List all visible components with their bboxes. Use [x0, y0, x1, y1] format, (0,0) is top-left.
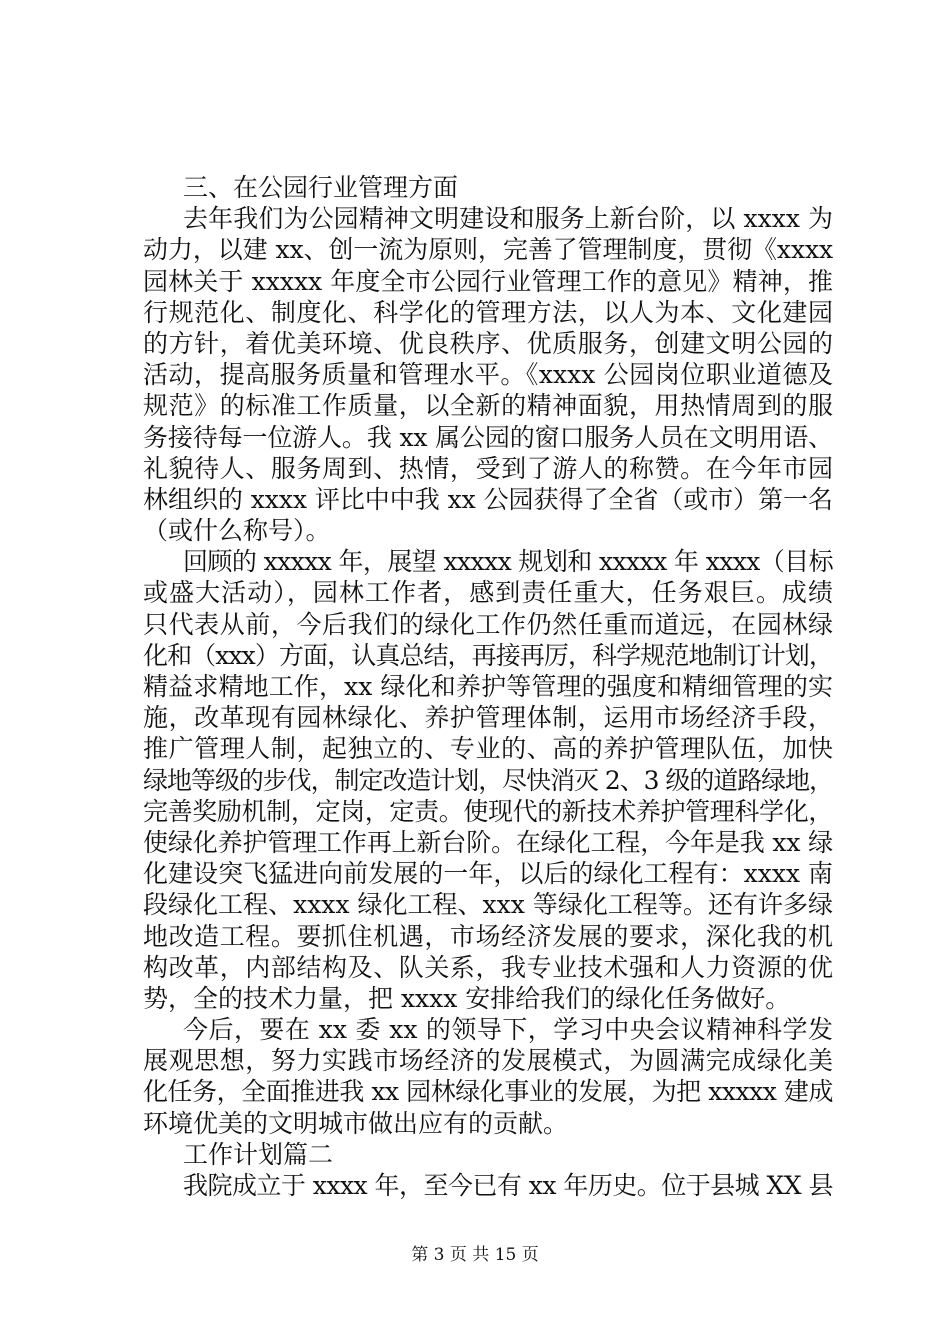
paragraph-line: 使绿化养护管理工作再上新台阶。在绿化工程，今年是我 xx 绿: [143, 827, 833, 857]
section-heading: 工作计划篇二: [183, 1139, 334, 1169]
section-heading: 三、在公园行业管理方面: [183, 173, 459, 202]
paragraph-line: 段绿化工程、xxxx 绿化工程、xxx 等绿化工程等。还有许多绿: [143, 890, 833, 920]
paragraph-line: 或盛大活动），园林工作者，感到责任重大，任务艰巨。成绩: [143, 578, 833, 608]
paragraph-line: 的方针，着优美环境、优良秩序、优质服务，创建文明公园的: [143, 328, 833, 358]
paragraph-line: 构改革，内部结构及、队关系，我专业技术强和人力资源的优: [143, 952, 833, 982]
page-footer: [0, 1244, 950, 1266]
paragraph-line: 绿地等级的步伐，制定改造计划，尽快消灭 2、3 级的道路绿地，: [143, 765, 833, 795]
paragraph-line: 园林关于 xxxxx 年度全市公园行业管理工作的意见》精神，推: [143, 266, 833, 296]
document-body: [143, 172, 833, 1201]
paragraph-line: 推广管理人制，起独立的、专业的、高的养护管理队伍，加快: [143, 734, 833, 764]
paragraph-line: 地改造工程。要抓住机遇，市场经济发展的要求，深化我的机: [143, 921, 833, 951]
page-number-label: 第 3 页 共 15 页: [411, 1245, 539, 1265]
paragraph-line: 我院成立于 xxxx 年，至今已有 xx 年历史。位于县城 XX 县: [183, 1171, 833, 1200]
paragraph-line: 活动，提高服务质量和管理水平。《xxxx 公园岗位职业道德及: [143, 360, 833, 390]
paragraph-line: 环境优美的文明城市做出应有的贡献。: [143, 1108, 569, 1138]
paragraph-line: 完善奖励机制，定岗，定责。使现代的新技术养护管理科学化，: [143, 796, 833, 826]
paragraph-line: 礼貌待人、服务周到、热情，受到了游人的称赞。在今年市园: [143, 453, 833, 483]
paragraph-line: 精益求精地工作，xx 绿化和养护等管理的强度和精细管理的实: [143, 672, 833, 701]
paragraph-line: 今后，要在 xx 委 xx 的领导下，学习中央会议精神科学发: [183, 1015, 833, 1045]
paragraph-line: 施，改革现有园林绿化、养护管理体制，运用市场经济手段，: [143, 703, 833, 733]
paragraph-line: 务接待每一位游人。我 xx 属公园的窗口服务人员在文明用语、: [143, 422, 833, 452]
paragraph-line: 展观思想，努力实践市场经济的发展模式，为圆满完成绿化美: [143, 1046, 833, 1076]
paragraph-line: 只代表从前，今后我们的绿化工作仍然任重而道远，在园林绿: [143, 609, 833, 639]
paragraph-line: 去年我们为公园精神文明建设和服务上新台阶，以 xxxx 为: [183, 204, 833, 234]
paragraph-line: 动力，以建 xx、创一流为原则，完善了管理制度，贯彻《xxxx: [143, 235, 833, 265]
paragraph-line: 行规范化、制度化、科学化的管理方法，以人为本、文化建园: [143, 297, 833, 327]
paragraph-line: 势，全的技术力量，把 xxxx 安排给我们的绿化任务做好。: [143, 983, 791, 1013]
paragraph-line: 规范》的标准工作质量，以全新的精神面貌，用热情周到的服: [143, 391, 833, 421]
paragraph-line: 化任务，全面推进我 xx 园林绿化事业的发展，为把 xxxxx 建成: [143, 1077, 833, 1107]
paragraph-line: （或什么称号）。: [143, 516, 331, 546]
paragraph-line: 回顾的 xxxxx 年，展望 xxxxx 规划和 xxxxx 年 xxxx（目标: [183, 547, 833, 577]
paragraph-line: 化建设突飞猛进向前发展的一年，以后的绿化工程有：xxxx 南: [143, 859, 833, 889]
paragraph-line: 化和（xxx）方面，认真总结，再接再厉，科学规范地制订计划，: [143, 640, 833, 670]
paragraph-line: 林组织的 xxxx 评比中中我 xx 公园获得了全省（或市）第一名: [143, 484, 833, 514]
